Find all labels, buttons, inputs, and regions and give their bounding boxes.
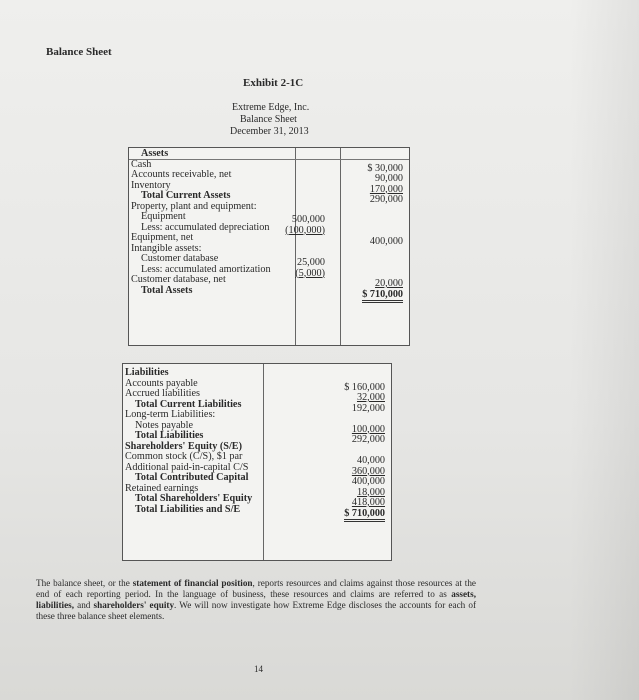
table-row (123, 472, 391, 487)
term-bold: assets, liabilities, (36, 589, 476, 610)
row-value: 400,000 (351, 476, 385, 487)
row-value: $ 30,000 (367, 162, 403, 174)
row-label: Customer database (141, 253, 219, 264)
table-row (129, 190, 409, 205)
text-run: , reports resources and claims against those resources at the end of each reporting period. In the language of business, these resources and claims are referred to as (36, 578, 476, 599)
text-run: . We will now investigate how Extreme Edge discloses the accounts for each of these three balance sheet elements. (36, 600, 477, 621)
text-run: The balance sheet, or the (36, 578, 133, 588)
row-value: 90,000 (374, 173, 403, 184)
assets-table (128, 147, 410, 346)
row-value: 170,000 (369, 183, 403, 195)
table-row (123, 503, 391, 519)
row-label: Equipment, net (131, 232, 194, 243)
row-value: 360,000 (351, 465, 385, 477)
row-label: Inventory (131, 179, 171, 191)
row-label: Long-term Liabilities: (125, 409, 216, 420)
row-label: Cash (131, 158, 152, 170)
row-label: Notes payable (135, 419, 193, 431)
exhibit-label: Exhibit 2-1C (243, 77, 304, 89)
body-paragraph (36, 578, 476, 622)
row-label: Shareholders' Equity (S/E) (125, 440, 242, 452)
page-edge-shadow (569, 0, 639, 700)
row-value: 20,000 (374, 278, 403, 289)
text-run: and (74, 600, 94, 610)
row-value: 418,000 (351, 497, 385, 508)
row-value: 32,000 (356, 392, 385, 403)
total-liabilities-se-value: $ 710,000 (344, 509, 385, 523)
row-value: 40,000 (356, 455, 385, 466)
statement-name: Balance Sheet (240, 114, 297, 125)
company-name: Extreme Edge, Inc. (232, 102, 310, 113)
row-value: 100,000 (351, 423, 385, 435)
row-label: Common stock (C/S), $1 par (125, 451, 243, 462)
page-number: 14 (254, 664, 263, 674)
table-row (129, 274, 409, 289)
row-label: Intangible assets: (131, 242, 202, 254)
table-row (129, 232, 409, 247)
row-label: Accounts payable (125, 377, 198, 389)
row-subvalue: 25,000 (296, 257, 325, 268)
row-value: 400,000 (369, 236, 403, 247)
row-label: Total Shareholders' Equity (135, 493, 253, 504)
section-title: Balance Sheet (46, 46, 112, 58)
row-label: Property, plant and equipment: (131, 200, 257, 212)
term-bold: statement of financial position (132, 578, 253, 588)
row-label: Less: accumulated amortization (141, 263, 271, 275)
row-label: Additional paid-in-capital C/S (125, 461, 249, 473)
row-label: Total Assets (141, 284, 193, 296)
row-subvalue: (100,000) (285, 224, 325, 236)
table-row (129, 169, 409, 184)
row-label: Retained earnings (125, 482, 199, 494)
table-row (129, 253, 409, 268)
row-subvalue: (5,000) (295, 267, 325, 279)
table-row (123, 451, 391, 466)
row-label: Total Contributed Capital (135, 472, 249, 483)
row-label: Accrued liabilities (125, 388, 200, 399)
liabilities-table (122, 363, 392, 561)
table-row (123, 388, 391, 403)
row-label: Less: accumulated depreciation (141, 221, 270, 233)
table-row (123, 493, 391, 508)
row-value: 18,000 (356, 486, 385, 498)
row-label: Total Current Assets (141, 190, 231, 201)
row-label: Total Current Liabilities (135, 398, 242, 410)
row-value: 292,000 (351, 434, 385, 445)
row-label: Total Liabilities and S/E (135, 503, 241, 515)
term-bold: shareholders' equity (93, 600, 175, 610)
table-row (123, 368, 391, 379)
table-row (129, 149, 409, 160)
row-value: 192,000 (351, 402, 385, 414)
row-label: Total Liabilities (135, 430, 204, 441)
row-subvalue: 500,000 (291, 214, 325, 225)
total-assets-value: $ 710,000 (362, 290, 403, 304)
assets-heading: Assets (141, 148, 169, 159)
row-label: Customer database, net (131, 274, 226, 285)
liabilities-heading: Liabilities (125, 367, 169, 378)
row-label: Equipment (141, 211, 186, 222)
table-row (123, 410, 391, 421)
table-row (129, 284, 409, 300)
table-row (123, 430, 391, 445)
statement-date: December 31, 2013 (230, 126, 309, 137)
row-value: 290,000 (369, 194, 403, 205)
row-label: Accounts receivable, net (131, 169, 232, 180)
row-value: $ 160,000 (344, 381, 385, 393)
table-row (129, 212, 409, 223)
